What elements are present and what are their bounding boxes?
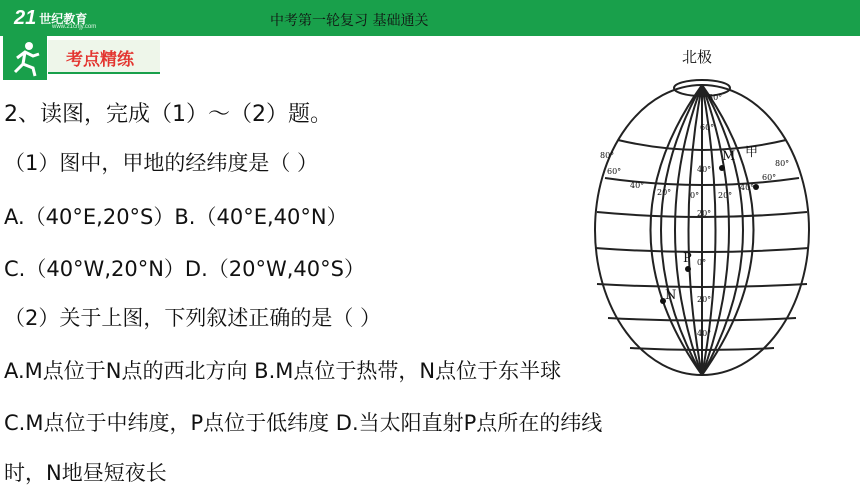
header-title: 中考第一轮复习 基础通关 [270,13,429,29]
question-stem: 2、读图，完成（1）～（2）题。 [4,102,332,127]
lon-label: 80° [775,159,790,168]
question-2-options-cd: C.M点位于中纬度，P点位于低纬度 D.当太阳直射P点所在的纬线 [4,411,603,435]
lon-label: 40° [630,181,645,190]
lat-label: 0° [697,258,707,267]
north-pole-label: 北极 [682,48,713,66]
lon-label: 60° [607,167,622,176]
runner-icon [3,36,47,80]
globe-diagram [570,40,830,380]
logo-mark: 21 [14,6,37,29]
lon-label: 20° [657,188,672,197]
point-n-label: N [665,288,677,303]
lat-label: 20° [697,209,712,218]
logo-text: 世纪教育 [39,11,88,26]
question-1-options-ab: A.（40°E,20°S）B.（40°E,40°N） [4,205,348,229]
point-m-label: M [722,149,736,164]
lat-label: 20° [697,295,712,304]
point-p-label: P [683,251,692,266]
question-2-options-d-cont: 时，N地昼短夜长 [4,461,167,485]
logo-url: www.21cnjy.com [52,24,97,30]
section-badge [0,36,165,82]
lon-label: 0° [690,191,700,200]
question-1: （1）图中，甲地的经纬度是（ ） [4,151,319,175]
question-2: （2）关于上图，下列叙述正确的是（ ） [4,306,382,330]
lat-label: 40° [697,165,712,174]
lon-label: 40° [740,183,755,192]
lon-label: 20° [718,191,733,200]
section-title: 考点精练 [66,50,134,70]
lon-label: 80° [600,151,615,160]
lat-label: 80° [708,93,723,102]
lat-label: 60° [700,123,715,132]
question-1-options-cd: C.（40°W,20°N）D.（20°W,40°S） [4,257,365,281]
point-jia-label: 甲 [745,145,759,160]
lat-label: 40° [697,329,712,338]
lon-label: 60° [762,173,777,182]
question-2-options-ab: A.M点位于N点的西北方向 B.M点位于热带，N点位于东半球 [4,359,562,383]
header-bar [0,0,860,36]
